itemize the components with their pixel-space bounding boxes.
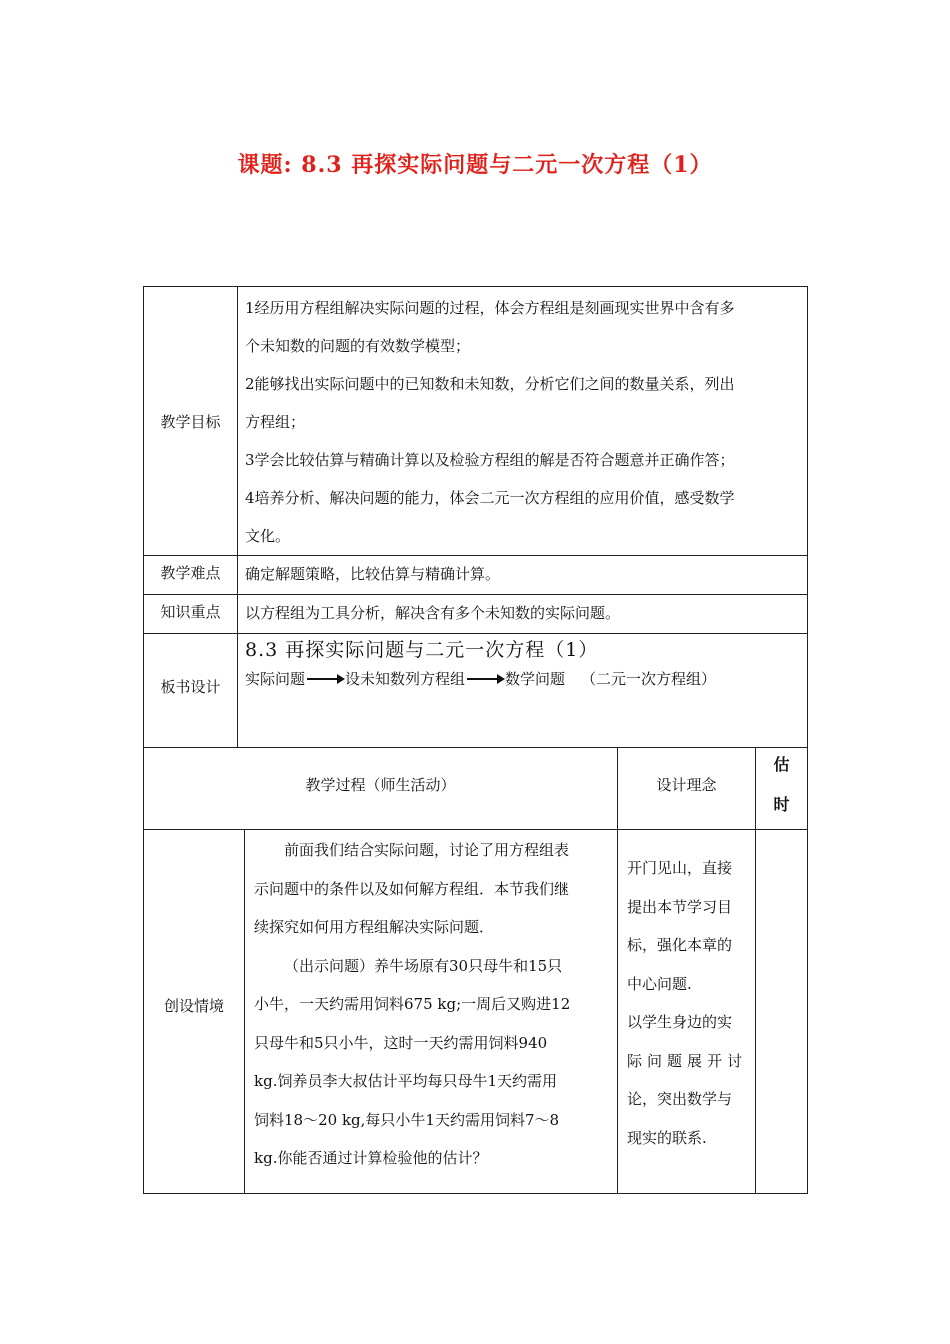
- flow-step: 数学问题: [505, 670, 566, 688]
- goals-label: 教学目标: [160, 413, 221, 431]
- arrow-right-icon: [467, 678, 503, 680]
- process-line: kg.饲养员李大叔估计平均每只母牛1天约需用: [254, 1072, 558, 1090]
- idea-line: 际问题展开讨: [627, 1051, 748, 1070]
- process-line: 示问题中的条件以及如何解方程组．本节我们继: [254, 879, 570, 898]
- scene-idea: [627, 849, 753, 1157]
- board-label: 板书设计: [160, 678, 221, 696]
- process-line: 小牛，一天约需用饲料675 kg;一周后又购进12: [254, 995, 571, 1013]
- process-line: 只母牛和5只小牛，这时一天约需用饲料940: [254, 1033, 548, 1052]
- lesson-plan-table: [143, 286, 808, 1194]
- goals-line: 4培养分析、解决问题的能力，体会二元一次方程组的应用价值，感受数学: [245, 489, 735, 507]
- flow-step: （二元一次方程组）: [581, 670, 717, 688]
- estimate-header: [756, 745, 807, 825]
- process-line: 前面我们结合实际问题，讨论了用方程组表: [284, 841, 570, 859]
- column-divider: [237, 287, 238, 747]
- scene-label: 创设情境: [163, 997, 224, 1015]
- goals-line: 文化。: [245, 527, 291, 545]
- process-line: kg.你能否通过计算检验他的估计？: [254, 1149, 488, 1167]
- scene-process: [254, 831, 616, 1178]
- idea-line: 论，突出数学与: [627, 1090, 733, 1108]
- idea-header: 设计理念: [656, 776, 717, 794]
- flow-step: 实际问题: [245, 670, 306, 688]
- estimate-char: 时: [773, 795, 790, 814]
- key-point-label: 知识重点: [160, 603, 221, 621]
- board-content: [245, 635, 805, 689]
- page-title: 课题: 8.3 再探实际问题与二元一次方程（1）: [237, 152, 713, 178]
- board-title: 8.3 再探实际问题与二元一次方程（1）: [245, 639, 599, 661]
- process-line: （出示问题）养牛场原有30只母牛和15只: [284, 956, 563, 975]
- board-flow: [245, 668, 805, 689]
- estimate-char: 估: [773, 755, 790, 774]
- goals-content: [245, 289, 805, 555]
- row-divider: [144, 633, 807, 634]
- process-line: 饲料18～20 kg,每只小牛1天约需用饲料7～8: [254, 1110, 560, 1129]
- difficulty-text: 确定解题策略，比较估算与精确计算。: [245, 565, 501, 583]
- column-divider: [617, 747, 618, 1194]
- column-divider: [244, 829, 245, 1194]
- difficulty-label: 教学难点: [160, 564, 221, 582]
- idea-line: 以学生身边的实: [627, 1013, 733, 1031]
- arrow-right-icon: [307, 678, 343, 680]
- goals-line: 方程组；: [245, 413, 306, 431]
- idea-line: 开门见山，直接: [627, 859, 733, 877]
- goals-line: 3学会比较估算与精确计算以及检验方程组的解是否符合题意并正确作答；: [245, 451, 735, 469]
- idea-line: 现实的联系.: [627, 1128, 707, 1147]
- idea-line: 中心问题.: [627, 974, 692, 993]
- process-line: 续探究如何用方程组解决实际问题．: [254, 918, 495, 936]
- goals-line: 1经历用方程组解决实际问题的过程，体会方程组是刻画现实世界中含有多: [245, 299, 735, 317]
- process-header: 教学过程（师生活动）: [305, 776, 456, 794]
- goals-line: 2能够找出实际问题中的已知数和未知数，分析它们之间的数量关系，列出: [245, 375, 735, 393]
- goals-line: 个未知数的问题的有效数学模型；: [245, 337, 471, 355]
- row-divider: [144, 747, 807, 748]
- idea-line: 提出本节学习目: [627, 897, 733, 916]
- idea-line: 标，强化本章的: [627, 936, 733, 954]
- flow-step: 设未知数列方程组: [345, 670, 466, 688]
- key-point-text: 以方程组为工具分析，解决含有多个未知数的实际问题。: [245, 604, 621, 622]
